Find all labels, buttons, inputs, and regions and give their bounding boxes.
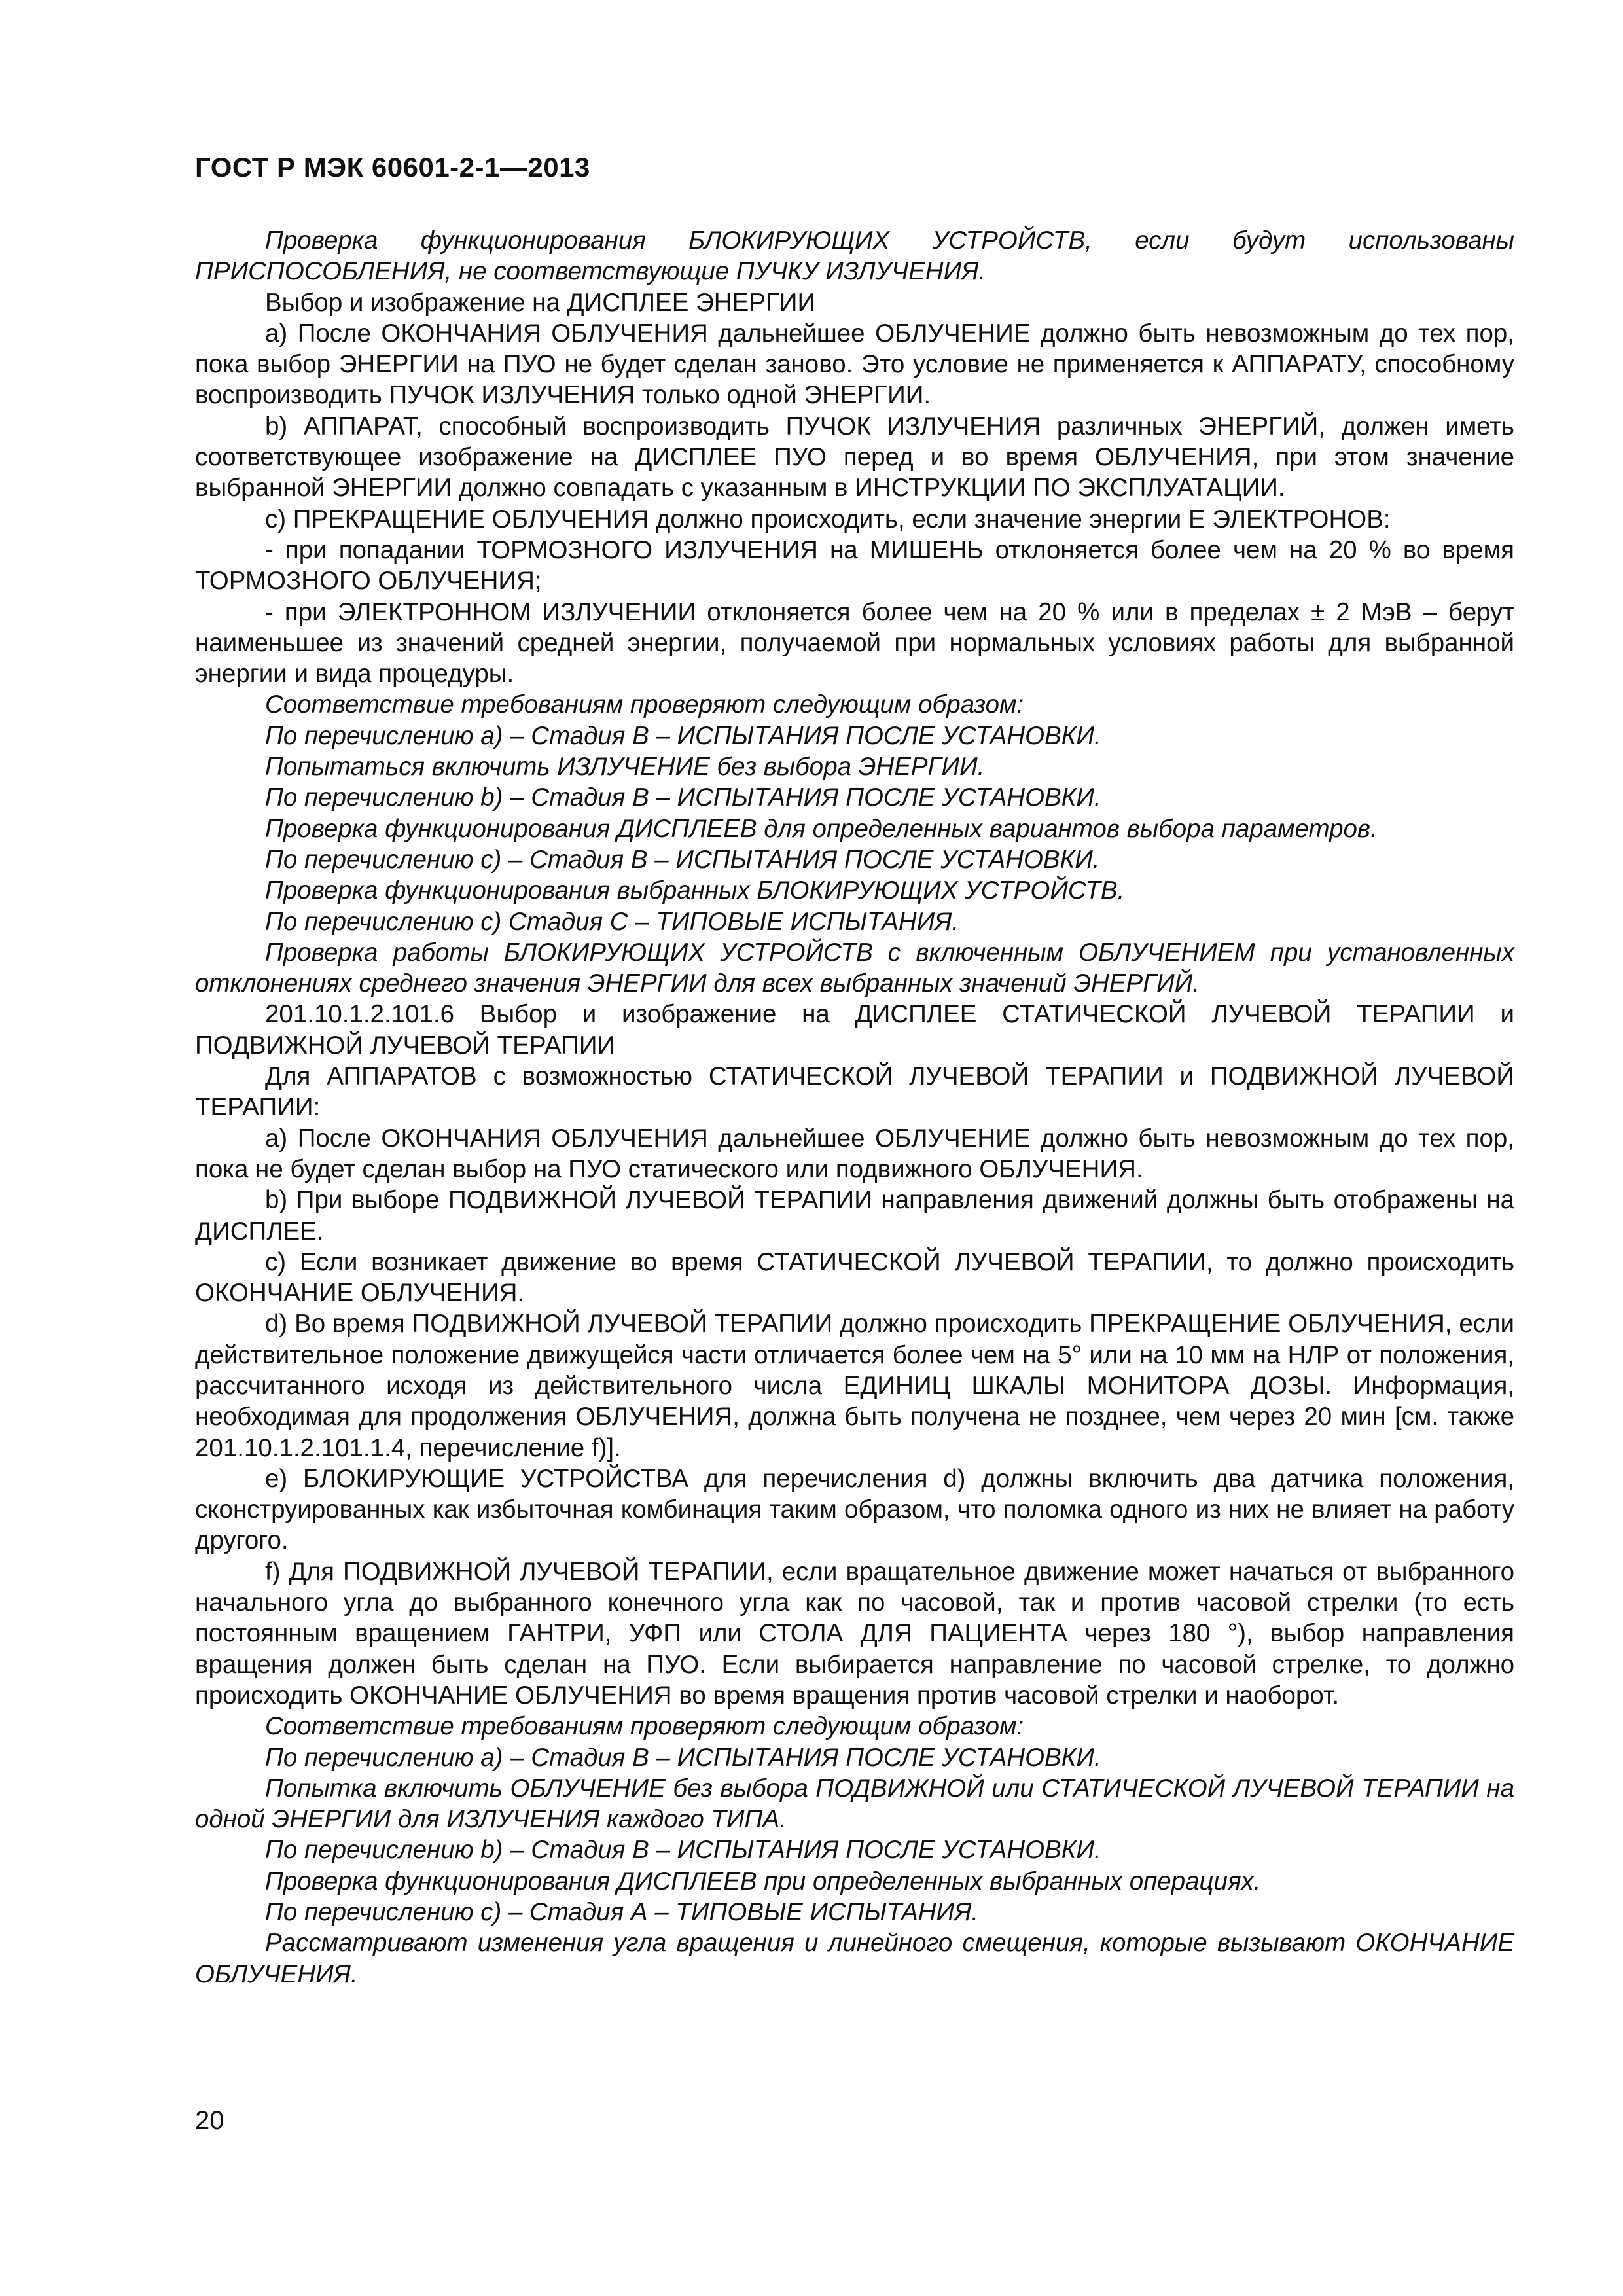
paragraph: Для АППАРАТОВ с возможностью СТАТИЧЕСКОЙ ЛУЧЕВОЙ ТЕРАПИИ и ПОДВИЖНОЙ ЛУЧЕВОЙ ТЕРАПИИ:: [195, 1062, 1514, 1122]
paragraph: По перечислению b) – Стадия B – ИСПЫТАНИЯ ПОСЛЕ УСТАНОВКИ.: [265, 783, 1101, 812]
paragraph: По перечислению b) – Стадия B – ИСПЫТАНИЯ ПОСЛЕ УСТАНОВКИ.: [265, 1836, 1101, 1865]
paragraph: b) При выборе ПОДВИЖНОЙ ЛУЧЕВОЙ ТЕРАПИИ направления движений должны быть отображены на ДИСПЛЕЕ.: [195, 1186, 1514, 1246]
paragraph: Проверка функционирования ДИСПЛЕЕВ при определенных выбранных операциях.: [265, 1867, 1261, 1895]
document-body: [195, 225, 1514, 1990]
paragraph: Проверка работы БЛОКИРУЮЩИХ УСТРОЙСТВ с включенным ОБЛУЧЕНИЕМ при установленных отклонениях среднего значения ЭНЕРГИИ для всех выбранных значений ЭНЕРГИЙ.: [195, 938, 1514, 998]
paragraph: a) После ОКОНЧАНИЯ ОБЛУЧЕНИЯ дальнейшее ОБЛУЧЕНИЕ должно быть невозможным до тех пор, пока выбор ЭНЕРГИИ на ПУО не будет сделан заново. Это условие не применяется к АППАРАТУ, способному воспроизводить ПУЧОК ИЗЛУЧЕНИЯ только одной ЭНЕРГИИ.: [195, 319, 1514, 410]
paragraph: c) Если возникает движение во время СТАТИЧЕСКОЙ ЛУЧЕВОЙ ТЕРАПИИ, то должно происходить ОКОНЧАНИЕ ОБЛУЧЕНИЯ.: [195, 1247, 1514, 1308]
page-number: 20: [195, 2106, 224, 2135]
paragraph: - при ЭЛЕКТРОННОМ ИЗЛУЧЕНИИ отклоняется более чем на 20 % или в пределах ± 2 МэВ – берут наименьшее из значений средней энергии, получаемой при нормальных условиях работы для выбранной энергии и вида процедуры.: [195, 598, 1514, 689]
running-header: ГОСТ Р МЭК 60601-2-1—2013: [195, 152, 590, 183]
paragraph: По перечислению a) – Стадия B – ИСПЫТАНИЯ ПОСЛЕ УСТАНОВКИ.: [265, 1743, 1101, 1772]
paragraph: c) ПРЕКРАЩЕНИЕ ОБЛУЧЕНИЯ должно происходить, если значение энергии E ЭЛЕКТРОНОВ:: [265, 505, 1391, 533]
paragraph: Проверка функционирования ДИСПЛЕЕВ для определенных вариантов выбора параметров.: [265, 814, 1378, 843]
paragraph: Рассматривают изменения угла вращения и линейного смещения, которые вызывают ОКОНЧАНИЕ ОБЛУЧЕНИЯ.: [195, 1929, 1514, 1988]
paragraph: e) БЛОКИРУЮЩИЕ УСТРОЙСТВА для перечисления d) должны включить два датчика положения, сконструированных как избыточная комбинация таким образом, что поломка одного из них не влияет на работу другого.: [195, 1464, 1514, 1555]
paragraph: Соответствие требованиям проверяют следующим образом:: [265, 691, 1024, 719]
paragraph: По перечислению c) Стадия C – ТИПОВЫЕ ИСПЫТАНИЯ.: [265, 907, 959, 936]
paragraph: По перечислению c) – Стадия B – ИСПЫТАНИЯ ПОСЛЕ УСТАНОВКИ.: [265, 845, 1100, 874]
paragraph: Проверка функционирования выбранных БЛОКИРУЮЩИХ УСТРОЙСТВ.: [265, 876, 1125, 905]
paragraph: d) Во время ПОДВИЖНОЙ ЛУЧЕВОЙ ТЕРАПИИ должно происходить ПРЕКРАЩЕНИЕ ОБЛУЧЕНИЯ, если действительное положение движущейся части отличается более чем на 5° или на 10 мм на НЛР от положения, рассчитанного исходя из действительного числа ЕДИНИЦ ШКАЛЫ МОНИТОРА ДОЗЫ. Информация, необходимая для продолжения ОБЛУЧЕНИЯ, должна быть получена не позднее, чем через 20 мин [см. также 201.10.1.2.101.1.4, перечисление f)].: [195, 1310, 1514, 1462]
paragraph: f) Для ПОДВИЖНОЙ ЛУЧЕВОЙ ТЕРАПИИ, если вращательное движение может начаться от выбранного начального угла до выбранного конечного угла как по часовой, так и против часовой стрелки (то есть постоянным вращением ГАНТРИ, УФП или СТОЛА ДЛЯ ПАЦИЕНТА через 180 °), выбор направления вращения должен быть сделан на ПУО. Если выбирается направление по часовой стрелке, то должно происходить ОКОНЧАНИЕ ОБЛУЧЕНИЯ во время вращения против часовой стрелки и наоборот.: [195, 1557, 1514, 1710]
paragraph: a) После ОКОНЧАНИЯ ОБЛУЧЕНИЯ дальнейшее ОБЛУЧЕНИЕ должно быть невозможным до тех пор, пока не будет сделан выбор на ПУО статического или подвижного ОБЛУЧЕНИЯ.: [195, 1124, 1514, 1183]
paragraph: 201.10.1.2.101.6 Выбор и изображение на ДИСПЛЕЕ СТАТИЧЕСКОЙ ЛУЧЕВОЙ ТЕРАПИИ и ПОДВИЖНОЙ ЛУЧЕВОЙ ТЕРАПИИ: [195, 1000, 1514, 1060]
paragraph: Соответствие требованиям проверяют следующим образом:: [265, 1712, 1024, 1741]
paragraph: Проверка функционирования БЛОКИРУЮЩИХ УСТРОЙСТВ, если будут использованы ПРИСПОСОБЛЕНИЯ, не соответствующие ПУЧКУ ИЗЛУЧЕНИЯ.: [195, 226, 1514, 286]
paragraph: По перечислению c) – Стадия А – ТИПОВЫЕ ИСПЫТАНИЯ.: [265, 1898, 979, 1927]
paragraph: Попытаться включить ИЗЛУЧЕНИЕ без выбора ЭНЕРГИИ.: [265, 753, 985, 781]
paragraph: Выбор и изображение на ДИСПЛЕЕ ЭНЕРГИИ: [265, 288, 816, 317]
paragraph: Попытка включить ОБЛУЧЕНИЕ без выбора ПОДВИЖНОЙ или СТАТИЧЕСКОЙ ЛУЧЕВОЙ ТЕРАПИИ на одной ЭНЕРГИИ для ИЗЛУЧЕНИЯ каждого ТИПА.: [195, 1774, 1514, 1834]
paragraph: b) АППАРАТ, способный воспроизводить ПУЧОК ИЗЛУЧЕНИЯ различных ЭНЕРГИЙ, должен иметь соответствующее изображение на ДИСПЛЕЕ ПУО перед и во время ОБЛУЧЕНИЯ, при этом значение выбранной ЭНЕРГИИ должно совпадать с указанным в ИНСТРУКЦИИ ПО ЭКСПЛУАТАЦИИ.: [195, 412, 1514, 503]
paragraph: - при попадании ТОРМОЗНОГО ИЗЛУЧЕНИЯ на МИШЕНЬ отклоняется более чем на 20 % во время ТОРМОЗНОГО ОБЛУЧЕНИЯ;: [195, 535, 1514, 596]
paragraph: По перечислению a) – Стадия B – ИСПЫТАНИЯ ПОСЛЕ УСТАНОВКИ.: [265, 721, 1101, 750]
